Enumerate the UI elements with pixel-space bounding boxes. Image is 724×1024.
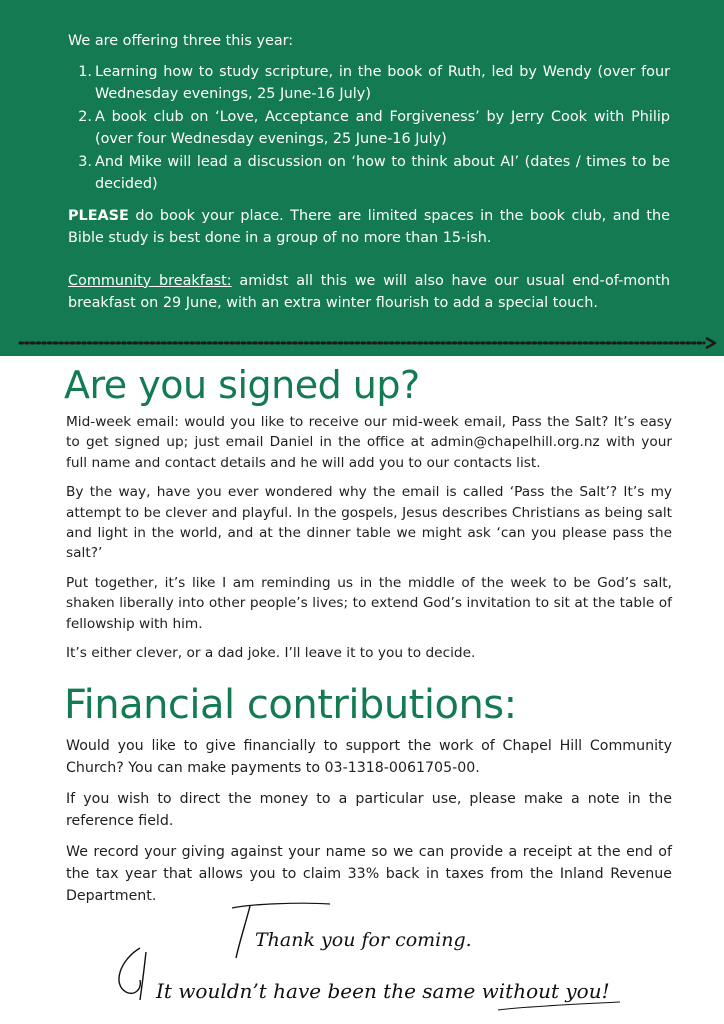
please-emphasis: PLEASE (68, 207, 129, 224)
offerings-list (68, 61, 670, 196)
offerings-intro: We are offering three this year: (68, 33, 294, 49)
finance-paragraph: If you wish to direct the money to a particular use, please make a note in the reference field. (66, 791, 672, 829)
finance-paragraph: We record your giving against your name so we can provide a receipt at the end of the tax year that allows you to claim 33% back in taxes from the Inland Revenue Department. (66, 844, 672, 904)
list-item (68, 106, 670, 151)
list-number: 3. (78, 153, 92, 170)
finance-heading: Financial contributions: (64, 682, 517, 728)
list-text: And Mike will lead a discussion on ‘how to think about AI’ (dates / times to be decided) (95, 153, 670, 192)
signature-line-1: Thank you for coming. (255, 929, 472, 951)
breakfast-text: amidst all this we will also have our usual end-of-month breakfast on 29 June, with an extra winter flourish to add a special touch. (68, 272, 670, 311)
signup-paragraph: It’s either clever, or a dad joke. I’ll leave it to you to decide. (66, 645, 476, 662)
booking-note (68, 205, 670, 250)
list-number: 2. (78, 108, 92, 125)
signup-paragraph: Mid-week email: would you like to receive our mid-week email, Pass the Salt? It’s easy to get signed up; just email Daniel in the office at admin@chapelhill.org.nz with your full name and contact details and he will add you to our contacts list. (66, 414, 672, 471)
handwritten-signature (0, 900, 724, 1024)
list-item (68, 151, 670, 196)
offerings-panel (0, 0, 724, 356)
list-text: A book club on ‘Love, Acceptance and Forgiveness’ by Jerry Cook with Philip (over four Wednesday evenings, 25 June-16 July) (95, 108, 670, 147)
signup-paragraph: Put together, it’s like I am reminding us in the middle of the week to be God’s salt, shaken liberally into other people’s lives; to extend God’s invitation to sit at the table of fellowship with him. (66, 574, 672, 632)
list-item (68, 61, 670, 106)
dotted-arrow-divider (18, 337, 718, 349)
booking-note-text: do book your place. There are limited spaces in the book club, and the Bible study is best done in a group of no more than 15-ish. (68, 207, 670, 246)
signup-heading: Are you signed up? (64, 363, 420, 407)
breakfast-note (68, 270, 670, 315)
breakfast-label: Community breakfast: (68, 272, 232, 289)
list-number: 1. (78, 63, 92, 80)
signup-section (66, 412, 672, 672)
finance-section (66, 735, 672, 916)
signature-line-2: It wouldn’t have been the same without you! (156, 979, 610, 1003)
finance-paragraph: Would you like to give financially to support the work of Chapel Hill Community Church? You can make payments to 03-1318-0061705-00. (66, 738, 672, 776)
list-text: Learning how to study scripture, in the book of Ruth, led by Wendy (over four Wednesday evenings, 25 June-16 July) (95, 63, 670, 102)
signup-paragraph: By the way, have you ever wondered why the email is called ‘Pass the Salt’? It’s my attempt to be clever and playful. In the gospels, Jesus describes Christians as being salt and light in the world, and at the dinner table we might ask ‘can you please pass the salt?’ (66, 484, 672, 562)
